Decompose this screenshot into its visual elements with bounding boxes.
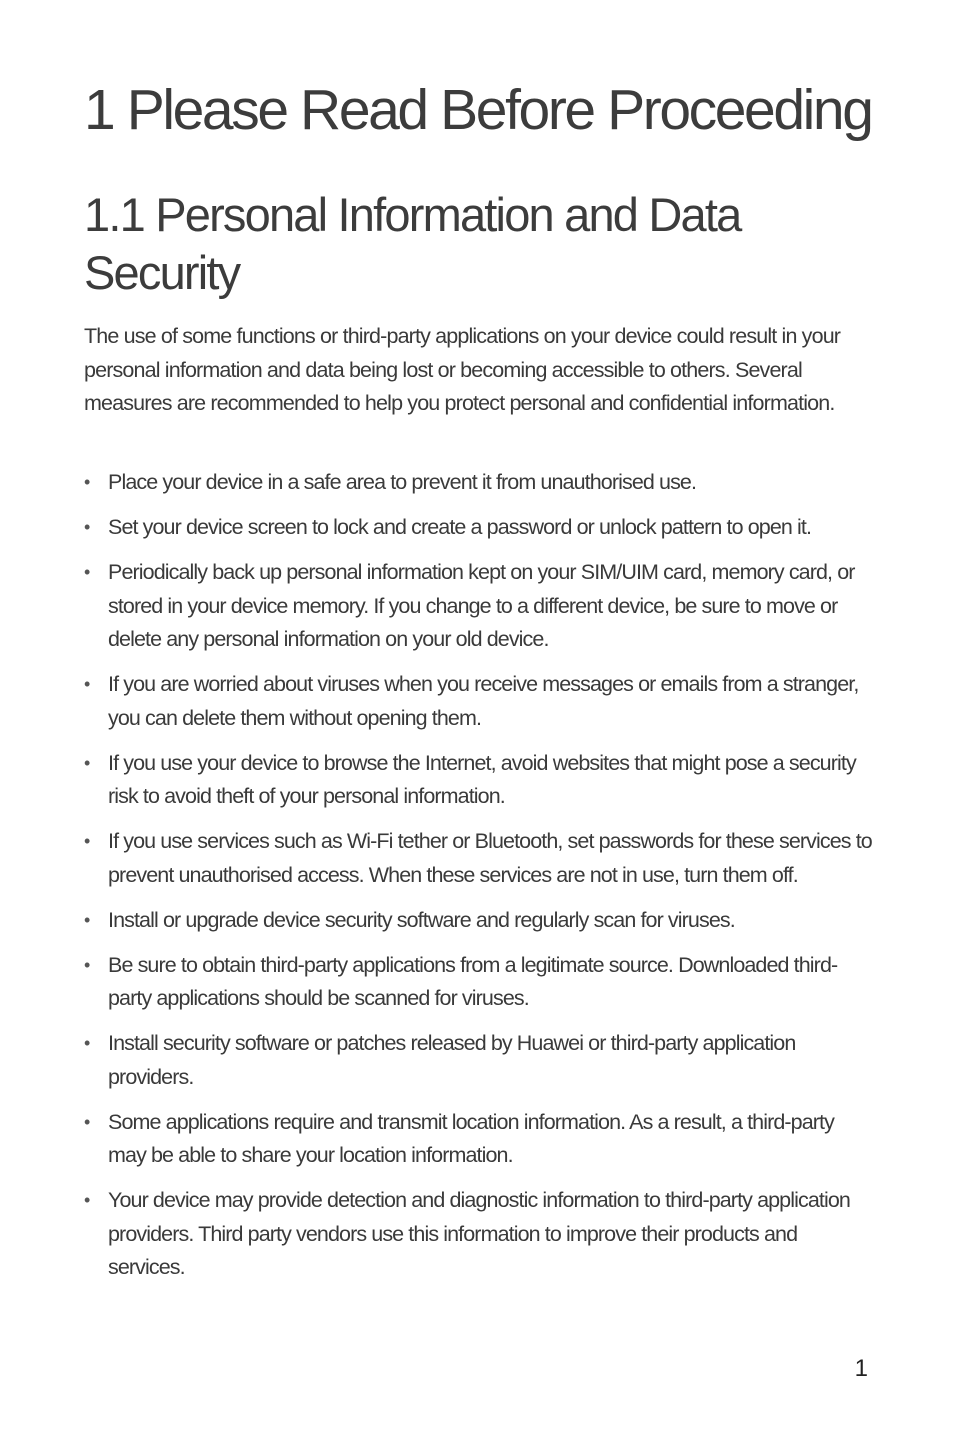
list-item — [84, 1184, 874, 1285]
bullet-icon: • — [84, 752, 90, 773]
list-item — [84, 556, 874, 657]
list-item — [84, 825, 874, 892]
list-item-text: Install security software or patches released by Huawei or third-party application providers. — [108, 1031, 796, 1089]
list-item — [84, 747, 874, 814]
list-item — [84, 1106, 874, 1173]
bullet-icon: • — [84, 954, 90, 975]
list-item — [84, 466, 874, 500]
list-item — [84, 949, 874, 1016]
security-measures-list — [84, 466, 874, 1296]
list-item — [84, 668, 874, 735]
list-item-text: Be sure to obtain third-party applications from a legitimate source. Downloaded third-party applications should be scanned for viruses. — [108, 952, 838, 1010]
list-item-text: Place your device in a safe area to prevent it from unauthorised use. — [108, 470, 697, 494]
bullet-icon: • — [84, 1033, 90, 1053]
bullet-icon: • — [84, 517, 90, 537]
list-item — [84, 904, 874, 938]
list-item-text: Some applications require and transmit location information. As a result, a third-party may be able to share your location information. — [108, 1109, 834, 1167]
bullet-icon: • — [84, 472, 90, 492]
list-item-text: If you use your device to browse the Internet, avoid websites that might pose a security risk to avoid theft of your personal information. — [108, 750, 856, 808]
list-item — [84, 1027, 874, 1094]
chapter-title: 1 Please Read Before Proceeding — [84, 78, 872, 142]
bullet-icon: • — [84, 674, 90, 694]
list-item-text: Your device may provide detection and diagnostic information to third-party application providers. Third party vendors use this information to improve their products and services. — [108, 1188, 850, 1279]
section-title: 1.1 Personal Information and Data Security — [84, 188, 741, 299]
list-item-text: Install or upgrade device security software and regularly scan for viruses. — [108, 907, 735, 932]
bullet-icon: • — [84, 909, 90, 930]
list-item-text: Periodically back up personal information kept on your SIM/UIM card, memory card, or stored in your device memory. If you change to a different device, be sure to move or delete any personal information on your old device. — [108, 560, 855, 651]
list-item-text: Set your device screen to lock and create a password or unlock pattern to open it. — [108, 515, 812, 539]
list-item-text: If you are worried about viruses when you receive messages or emails from a stranger, you can delete them without opening them. — [108, 672, 859, 730]
bullet-icon: • — [84, 1190, 90, 1210]
bullet-icon: • — [84, 1111, 90, 1132]
intro-paragraph: The use of some functions or third-party applications on your device could result in your personal information and data being lost or becoming accessible to others. Several measures are recommended to help you protect personal and confidential information. — [84, 324, 841, 415]
list-item — [84, 511, 874, 545]
list-item-text: If you use services such as Wi-Fi tether or Bluetooth, set passwords for these services to prevent unauthorised access. When these services are not in use, turn them off. — [108, 829, 872, 887]
bullet-icon: • — [84, 562, 90, 582]
page-number: 1 — [854, 1355, 868, 1382]
bullet-icon: • — [84, 831, 90, 851]
